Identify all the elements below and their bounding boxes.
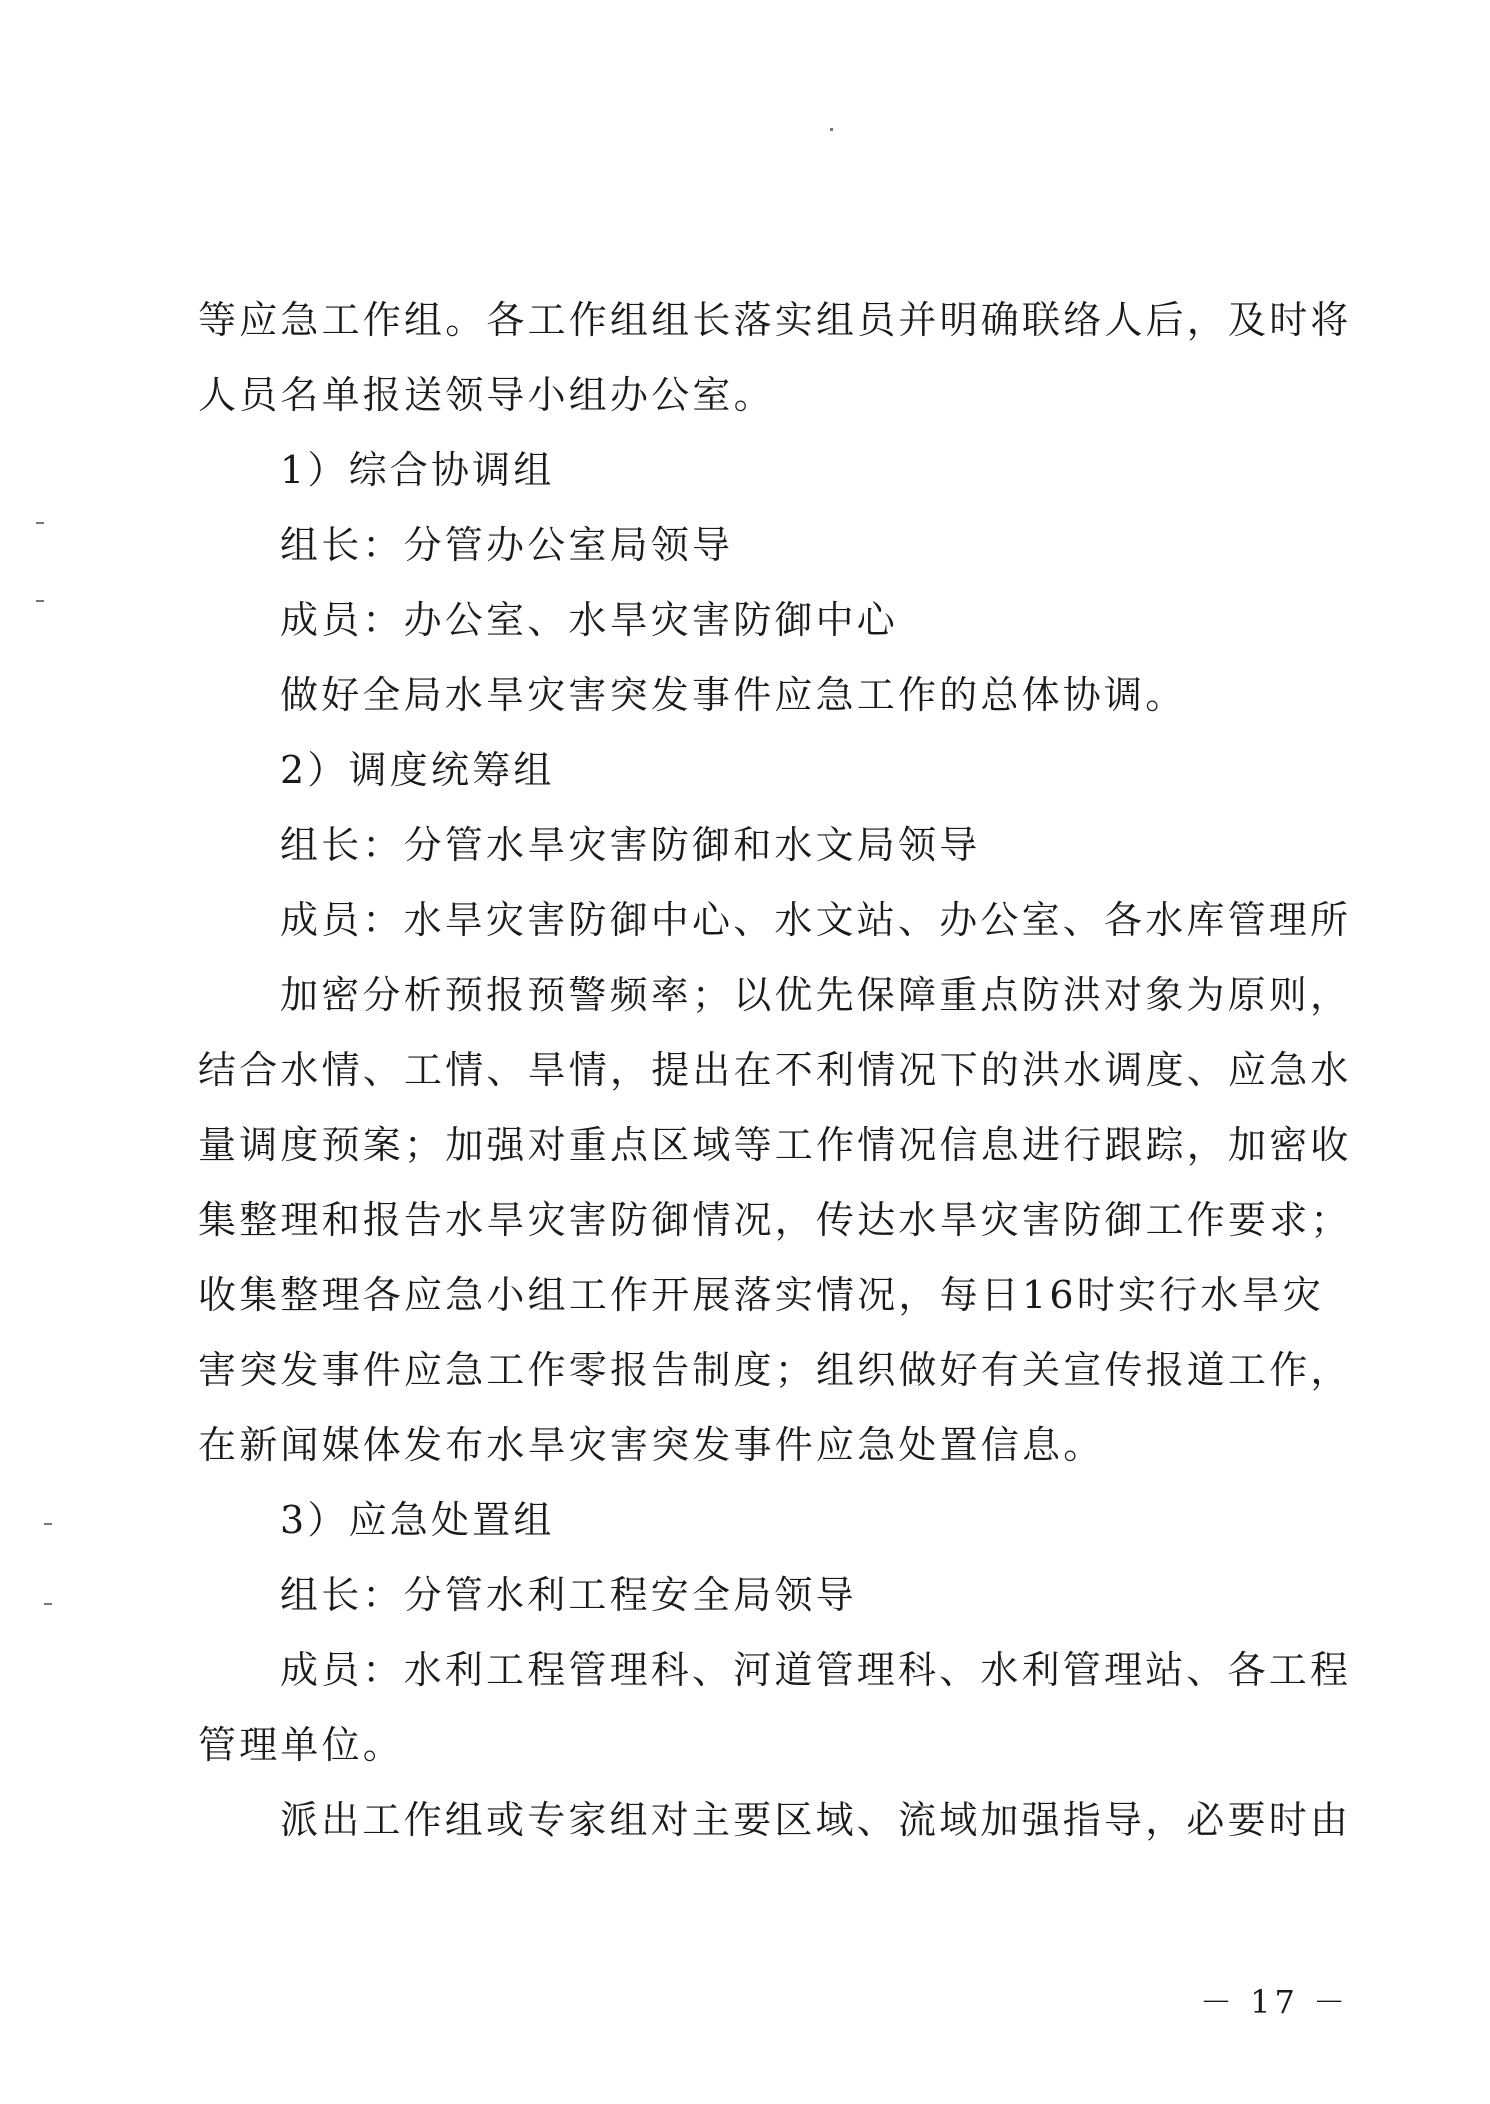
group-leader-line: 组长：分管水利工程安全局领导 [280,1573,857,1617]
paragraph-line: 结合水情、工情、旱情，提出在不利情况下的洪水调度、应急水 [198,1048,1352,1092]
paragraph-line: 做好全局水旱灾害突发事件应急工作的总体协调。 [280,673,1187,717]
paragraph-line: 在新闻媒体发布水旱灾害突发事件应急处置信息。 [198,1423,1105,1467]
paragraph-line: 集整理和报告水旱灾害防御情况，传达水旱灾害防御工作要求； [198,1198,1352,1242]
paragraph-line: 等应急工作组。各工作组组长落实组员并明确联络人后，及时将 [198,298,1352,342]
scan-mark [36,600,44,602]
paragraph-line: 加密分析预报预警频率；以优先保障重点防洪对象为原则， [280,973,1352,1017]
section-heading: 2）调度统筹组 [280,748,555,792]
group-members-line: 成员：办公室、水旱灾害防御中心 [280,598,899,642]
group-members-line: 成员：水旱灾害防御中心、水文站、办公室、各水库管理所 [280,898,1352,942]
scan-dot [830,128,833,131]
paragraph-line: 害突发事件应急工作零报告制度；组织做好有关宣传报道工作， [198,1348,1352,1392]
section-heading: 3）应急处置组 [280,1498,555,1542]
group-leader-line: 组长：分管水旱灾害防御和水文局领导 [280,823,981,867]
page-number: － 17 － [1200,1983,1350,2021]
group-members-line: 成员：水利工程管理科、河道管理科、水利管理站、各工程 [280,1648,1352,1692]
paragraph-line: 管理单位。 [198,1723,405,1767]
paragraph-line: 人员名单报送领导小组办公室。 [198,373,775,417]
section-heading: 1）综合协调组 [280,448,555,492]
paragraph-line: 量调度预案；加强对重点区域等工作情况信息进行跟踪，加密收 [198,1123,1352,1167]
scan-mark [44,1603,52,1605]
paragraph-line: 派出工作组或专家组对主要区域、流域加强指导，必要时由 [280,1798,1352,1842]
scan-mark [44,1523,52,1525]
group-leader-line: 组长：分管办公室局领导 [280,523,734,567]
scan-mark [36,522,44,524]
paragraph-line: 收集整理各应急小组工作开展落实情况，每日16时实行水旱灾 [198,1273,1324,1317]
